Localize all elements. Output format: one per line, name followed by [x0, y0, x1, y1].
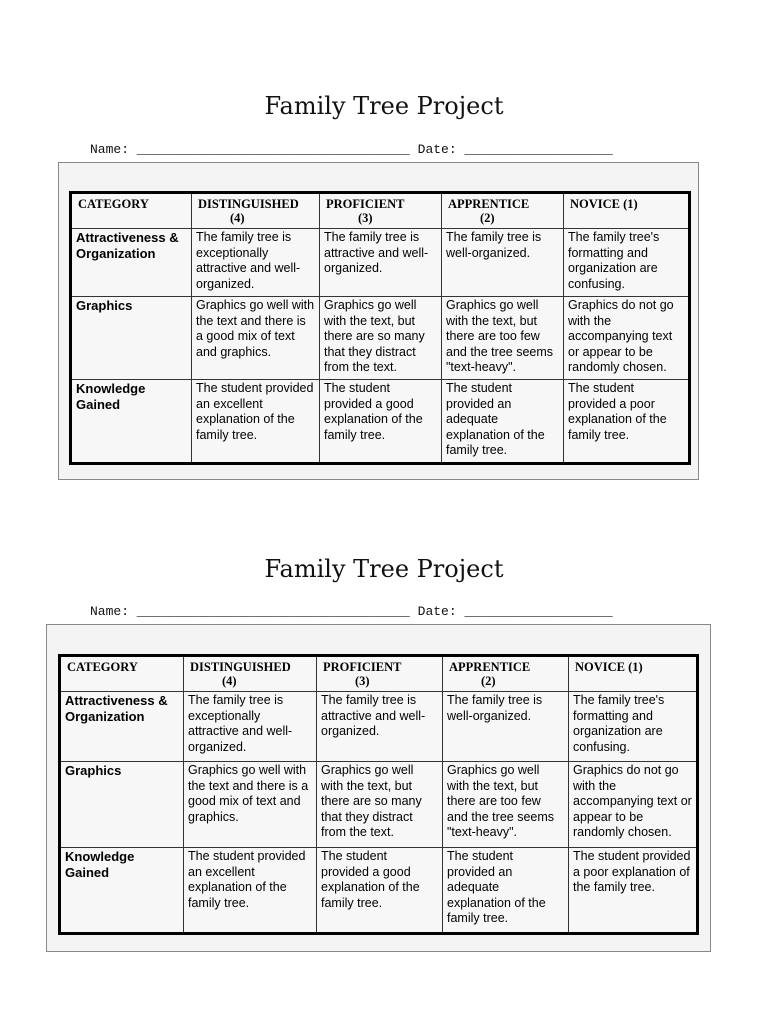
- cell-distinguished: The student provided an excellent explanation of the family tree.: [192, 380, 320, 464]
- name-date-line: Name: ___________________________________ Date: ___________________: [90, 604, 613, 619]
- row-category: Attractiveness & Organization: [60, 692, 184, 762]
- cell-novice: The student provided a poor explanation of the family tree.: [564, 380, 690, 464]
- cell-apprentice: The student provided an adequate explanation of the family tree.: [443, 848, 569, 934]
- rubric-header-row: [60, 656, 698, 692]
- page-title: Family Tree Project: [264, 555, 504, 583]
- cell-apprentice: The family tree is well-organized.: [442, 229, 564, 297]
- cell-proficient: The student provided a good explanation of the family tree.: [317, 848, 443, 934]
- row-category: Knowledge Gained: [60, 848, 184, 934]
- header-distinguished: DISTINGUISHED (4): [192, 193, 320, 229]
- rubric-table: [58, 654, 699, 935]
- cell-apprentice: The family tree is well-organized.: [443, 692, 569, 762]
- table-row: [60, 692, 698, 762]
- cell-novice: The student provided a poor explanation of the family tree.: [569, 848, 698, 934]
- cell-apprentice: Graphics go well with the text, but there are too few and the tree seems "text-heavy".: [442, 297, 564, 380]
- rubric-header-row: [71, 193, 690, 229]
- cell-distinguished: The family tree is exceptionally attractive and well-organized.: [192, 229, 320, 297]
- rubric-table: [69, 191, 691, 465]
- header-category: CATEGORY: [71, 193, 192, 229]
- header-novice: NOVICE (1): [569, 656, 698, 692]
- cell-distinguished: The family tree is exceptionally attractive and well-organized.: [184, 692, 317, 762]
- row-category: Attractiveness & Organization: [71, 229, 192, 297]
- table-row: [60, 848, 698, 934]
- cell-apprentice: The student provided an adequate explanation of the family tree.: [442, 380, 564, 464]
- cell-novice: Graphics do not go with the accompanying text or appear to be randomly chosen.: [569, 762, 698, 848]
- cell-novice: Graphics do not go with the accompanying text or appear to be randomly chosen.: [564, 297, 690, 380]
- header-proficient: PROFICIENT (3): [320, 193, 442, 229]
- header-apprentice: APPRENTICE (2): [442, 193, 564, 229]
- table-row: [71, 229, 690, 297]
- header-category: CATEGORY: [60, 656, 184, 692]
- table-row: [71, 380, 690, 464]
- cell-distinguished: The student provided an excellent explanation of the family tree.: [184, 848, 317, 934]
- table-row: [71, 297, 690, 380]
- header-apprentice: APPRENTICE (2): [443, 656, 569, 692]
- row-category: Knowledge Gained: [71, 380, 192, 464]
- cell-proficient: The family tree is attractive and well-organized.: [317, 692, 443, 762]
- cell-proficient: Graphics go well with the text, but there are so many that they distract from the text.: [320, 297, 442, 380]
- cell-proficient: Graphics go well with the text, but there are so many that they distract from the text.: [317, 762, 443, 848]
- cell-proficient: The student provided a good explanation of the family tree.: [320, 380, 442, 464]
- cell-apprentice: Graphics go well with the text, but there are too few and the tree seems "text-heavy".: [443, 762, 569, 848]
- row-category: Graphics: [71, 297, 192, 380]
- header-proficient: PROFICIENT (3): [317, 656, 443, 692]
- cell-novice: The family tree's formatting and organization are confusing.: [564, 229, 690, 297]
- row-category: Graphics: [60, 762, 184, 848]
- cell-novice: The family tree's formatting and organization are confusing.: [569, 692, 698, 762]
- header-distinguished: DISTINGUISHED (4): [184, 656, 317, 692]
- cell-proficient: The family tree is attractive and well-organized.: [320, 229, 442, 297]
- cell-distinguished: Graphics go well with the text and there is a good mix of text and graphics.: [184, 762, 317, 848]
- name-date-line: Name: ___________________________________ Date: ___________________: [90, 142, 613, 157]
- cell-distinguished: Graphics go well with the text and there is a good mix of text and graphics.: [192, 297, 320, 380]
- table-row: [60, 762, 698, 848]
- header-novice: NOVICE (1): [564, 193, 690, 229]
- page-title: Family Tree Project: [264, 92, 504, 120]
